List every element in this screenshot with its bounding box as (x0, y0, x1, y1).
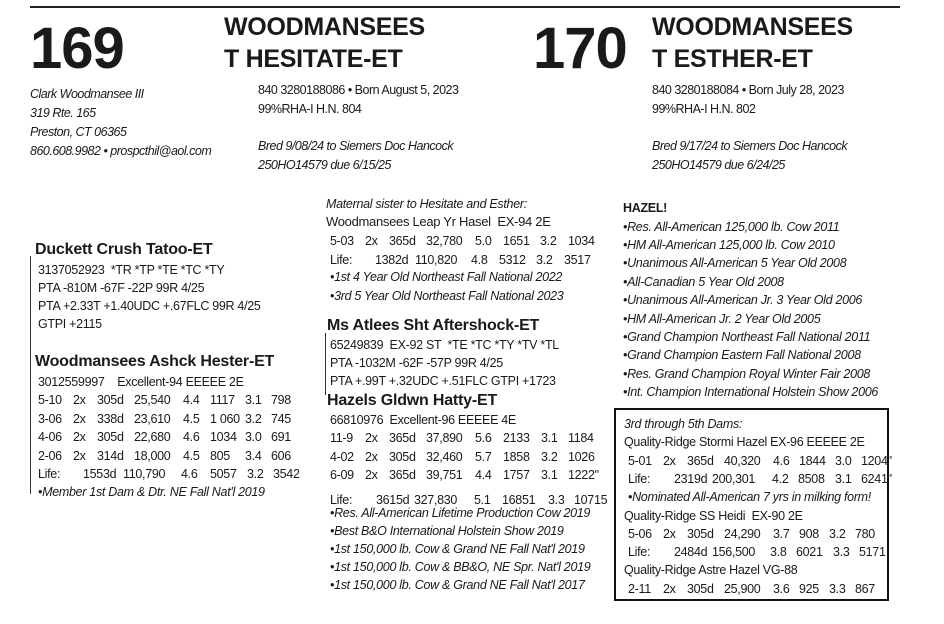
sire-name: Duckett Crush Tatoo-ET (35, 241, 213, 258)
lot-170-bred-line1: Bred 9/17/24 to Siemers Doc Hancock (652, 139, 848, 153)
dams-3-5-box (614, 408, 892, 601)
hazel-note: •Res. Grand Champion Royal Winter Fair 2008 (623, 367, 871, 381)
hazel-note: •HM All-American Jr. 2 Year Old 2005 (623, 312, 821, 326)
maternal-sister-note: •1st 4 Year Old Northeast Fall National 2022 (330, 270, 563, 284)
consignor-name: Clark Woodmansee III (30, 87, 144, 101)
lot-169-name-line2: T HESITATE-ET (224, 45, 403, 73)
lot-170-reg-born: 840 3280188084 • Born July 28, 2023 (652, 83, 844, 97)
hazel-note: •Grand Champion Northeast Fall National 2011 (623, 330, 871, 344)
dam5-record-row: 2-11 2x 305d 25,900 3.6 925 3.3 867 (628, 582, 875, 596)
lot-170-name-line2: T ESTHER-ET (652, 45, 813, 73)
hazel-note: •Unanimous All-American 5 Year Old 2008 (623, 256, 847, 270)
lot-169-bred-line2: 250HO14579 due 6/15/25 (258, 158, 391, 172)
sire-line4: GTPI +2115 (38, 317, 102, 331)
sire-line2: PTA -810M -67F -22P 99R 4/25 (38, 281, 205, 295)
hazel-note: •HM All-American 125,000 lb. Cow 2010 (623, 238, 835, 252)
lot-169-rha: 99%RHA-I H.N. 804 (258, 102, 362, 116)
dam-record-row: 2-06 2x 314d 18,000 4.5 805 3.4 606 (38, 448, 291, 463)
dam-life-row: Life: 1553d 110,790 4.6 5057 3.2 3542 (38, 467, 300, 481)
lot-number-169: 169 (30, 16, 124, 81)
hazel-note: •Res. All-American 125,000 lb. Cow 2011 (623, 220, 840, 234)
granddam-life-row: Life: 3615d 327,830 5.1 16851 3.3 10715 (330, 492, 608, 507)
dam3-note: •Nominated All-American 7 yrs in milking form! (628, 490, 871, 504)
dam4-record-row: 5-06 2x 305d 24,290 3.7 908 3.2 780 (628, 527, 875, 541)
dam-note: •Member 1st Dam & Dtr. NE Fall Nat'l 2019 (38, 485, 265, 499)
granddam-note: •1st 150,000 lb. Cow & Grand NE Fall Nat'l 2017 (330, 578, 585, 592)
mgs-line1: 65249839 EX-92 ST *TE *TC *TY *TV *TL (330, 338, 559, 352)
hazel-title: HAZEL! (623, 201, 668, 215)
granddam-name: Hazels Gldwn Hatty-ET (327, 392, 498, 409)
dam-record-row: 3-06 2x 338d 23,610 4.5 1 060 3.2 745 (38, 411, 291, 426)
sire-line1: 3137052923 *TR *TP *TE *TC *TY (38, 263, 225, 277)
lot-170-name-line1: WOODMANSEES (652, 13, 853, 41)
mgs-name: Ms Atlees Sht Aftershock-ET (327, 317, 540, 334)
pedigree-bracket-left (30, 256, 31, 494)
mgs-line3: PTA +.99T +.32UDC +.51FLC GTPI +1723 (330, 374, 556, 388)
maternal-sister-name: Woodmansees Leap Yr Hasel EX-94 2E (326, 214, 551, 229)
lot-number-170: 170 (533, 16, 627, 81)
mgs-bracket (325, 333, 326, 395)
mgs-line2: PTA -1032M -62F -57P 99R 4/25 (330, 356, 503, 370)
lot-169-bred-line1: Bred 9/08/24 to Siemers Doc Hancock (258, 139, 454, 153)
dam5-name: Quality-Ridge Astre Hazel VG-88 (624, 563, 798, 577)
maternal-sister-intro: Maternal sister to Hesitate and Esther: (326, 197, 527, 211)
maternal-sister-life-row: Life: 1382d 110,820 4.8 5312 3.2 3517 (330, 252, 591, 267)
hazel-note: •Int. Champion International Holstein Show 2006 (623, 385, 879, 399)
maternal-sister-note: •3rd 5 Year Old Northeast Fall National 2023 (330, 289, 564, 303)
top-rule (30, 6, 900, 8)
granddam-record-row: 6-09 2x 365d 39,751 4.4 1757 3.1 1222" (330, 468, 599, 482)
dam-id-line: 3012559997 Excellent-94 EEEEE 2E (38, 375, 244, 389)
granddam-note: •Res. All-American Lifetime Production Cow 2019 (330, 506, 591, 520)
granddam-id-line: 66810976 Excellent-96 EEEEE 4E (330, 413, 516, 427)
hazel-note: •Unanimous All-American Jr. 3 Year Old 2006 (623, 293, 863, 307)
consignor-city: Preston, CT 06365 (30, 125, 127, 139)
dam4-name: Quality-Ridge SS Heidi EX-90 2E (624, 509, 803, 523)
granddam-record-row: 4-02 2x 305d 32,460 5.7 1858 3.2 1026 (330, 449, 595, 464)
consignor-address: 319 Rte. 165 (30, 106, 96, 120)
lot-170-bred-line2: 250HO14579 due 6/24/25 (652, 158, 785, 172)
dam-name: Woodmansees Ashck Hester-ET (35, 353, 275, 370)
lot-170-rha: 99%RHA-I H.N. 802 (652, 102, 756, 116)
lot-169-reg-born: 840 3280188086 • Born August 5, 2023 (258, 83, 459, 97)
dam-record-row: 4-06 2x 305d 22,680 4.6 1034 3.0 691 (38, 430, 291, 444)
hazel-note: •Grand Champion Eastern Fall National 2008 (623, 348, 861, 362)
dam-records (38, 391, 300, 484)
consignor-contact: 860.608.9982 • prospcthil@aol.com (30, 144, 212, 158)
granddam-records (330, 429, 607, 509)
dam4-life-row: Life: 2484d 156,500 3.8 6021 3.3 5171 (628, 545, 886, 559)
granddam-note: •Best B&O International Holstein Show 2019 (330, 524, 564, 538)
dam3-record-row: 5-01 2x 365d 40,320 4.6 1844 3.0 1204" (628, 454, 892, 468)
dam3-life-row: Life: 2319d 200,301 4.2 8508 3.1 6241" (628, 472, 892, 486)
granddam-note: •1st 150,000 lb. Cow & BB&O, NE Spr. Nat'l 2019 (330, 560, 591, 574)
lot-169-name-line1: WOODMANSEES (224, 13, 425, 41)
hazel-note: •All-Canadian 5 Year Old 2008 (623, 275, 784, 289)
sire-line3: PTA +2.33T +1.40UDC +.67FLC 99R 4/25 (38, 299, 261, 313)
maternal-sister-record-row: 5-03 2x 365d 32,780 5.0 1651 3.2 1034 (330, 234, 595, 248)
granddam-note: •1st 150,000 lb. Cow & Grand NE Fall Nat'l 2019 (330, 542, 585, 556)
maternal-sister-records (330, 232, 595, 269)
dam3-name: Quality-Ridge Stormi Hazel EX-96 EEEEE 2E (624, 435, 865, 449)
granddam-record-row: 11-9 2x 365d 37,890 5.6 2133 3.1 1184 (330, 431, 594, 445)
dams-box-heading: 3rd through 5th Dams: (624, 417, 743, 431)
dam-record-row: 5-10 2x 305d 25,540 4.4 1117 3.1 798 (38, 393, 291, 407)
